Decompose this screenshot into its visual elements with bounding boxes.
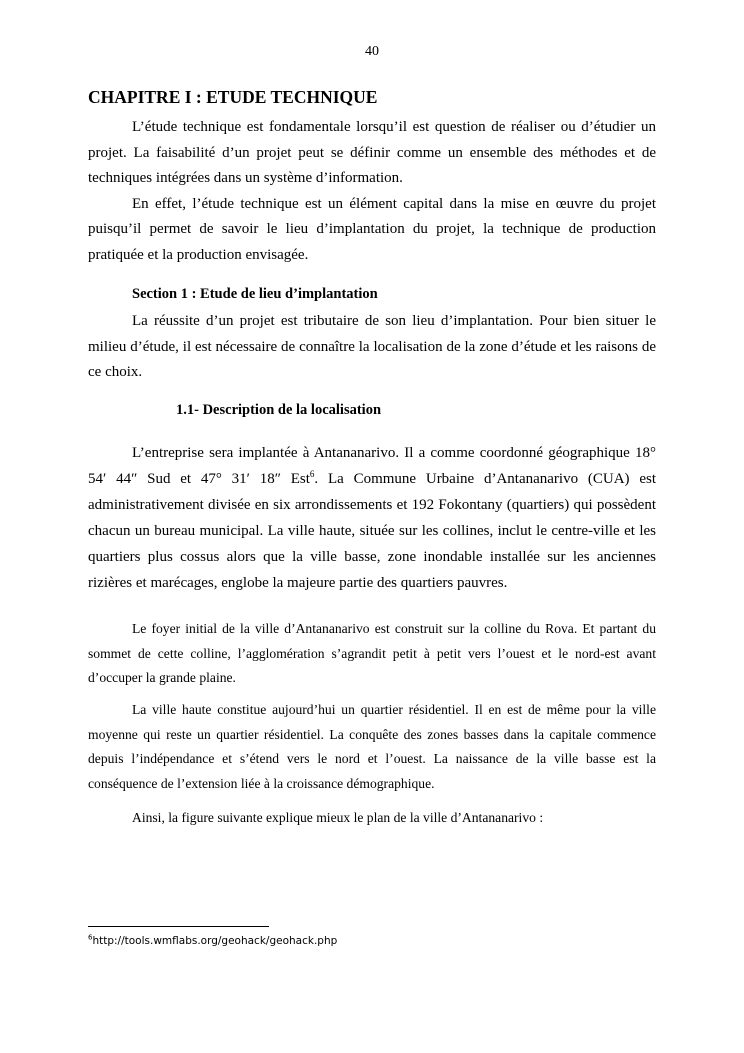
- body-paragraph: Le foyer initial de la ville d’Antananarivo est construit sur la colline du Rova. Et partant du sommet de cette colline, l’agglomération s’agrandit petit à petit vers l’ouest et le nord-est avant d’occuper la grande plaine.: [88, 621, 656, 685]
- footnote-divider: [88, 926, 269, 927]
- subsection-title: 1.1- Description de la localisation: [176, 402, 382, 418]
- footnote-number: 6: [88, 933, 93, 942]
- body-paragraph: Ainsi, la figure suivante explique mieux le plan de la ville d’Antananarivo :: [132, 810, 544, 825]
- footnote-link[interactable]: http://tools.wmflabs.org/geohack/geohack.php: [92, 935, 338, 947]
- page-number: 40: [365, 44, 379, 59]
- section-title: Section 1 : Etude de lieu d’implantation: [132, 286, 378, 302]
- footnote: [88, 935, 337, 947]
- location-text: . La Commune Urbaine d’Antananarivo (CUA) est administrativement divisée en six arrondissements et 192 Fokontany (quartiers) qui possèdent chacun un bureau municipal. La ville haute, située sur les collines, inclut le centre-ville et les quartiers plus cossus alors que la ville basse, zone inondable installée sur les anciennes rizières et marécages, englobe la majeure partie des quartiers pauvres.: [88, 471, 656, 591]
- section-paragraph: La réussite d’un projet est tributaire de son lieu d’implantation. Pour bien situer le milieu d’étude, il est nécessaire de connaître la localisation de la zone d’étude et les raisons de ce choix.: [88, 313, 656, 380]
- footnote-reference[interactable]: 6: [309, 469, 315, 479]
- intro-section: [88, 115, 656, 268]
- body-paragraph: La ville haute constitue aujourd’hui un quartier résidentiel. Il en est de même pour la ville moyenne qui reste un quartier résidentiel. La conquête des zones basses dans la capitale commence depuis l’indépendance et s’étend vers le nord et l’ouest. La naissance de la ville basse est la conséquence de l’extension liée à la croissance démographique.: [88, 702, 656, 791]
- chapter-title: CHAPITRE I : ETUDE TECHNIQUE: [88, 87, 378, 107]
- location-paragraph: [88, 440, 656, 596]
- location-text: L’entreprise sera implantée à Antananarivo. Il a comme coordonné géographique 18° 54′ 44″ Sud et 47° 31′ 18″ Est: [88, 445, 656, 487]
- intro-paragraph: L’étude technique est fondamentale lorsqu’il est question de réaliser ou d’étudier un projet. La faisabilité d’un projet peut se définir comme un ensemble des méthodes et de techniques intégrées dans un système d’information.: [88, 119, 656, 186]
- intro-paragraph: En effet, l’étude technique est un élément capital dans la mise en œuvre du projet puisqu’il permet de savoir le lieu d’implantation du projet, la technique de production pratiquée et la production envisagée.: [88, 195, 656, 263]
